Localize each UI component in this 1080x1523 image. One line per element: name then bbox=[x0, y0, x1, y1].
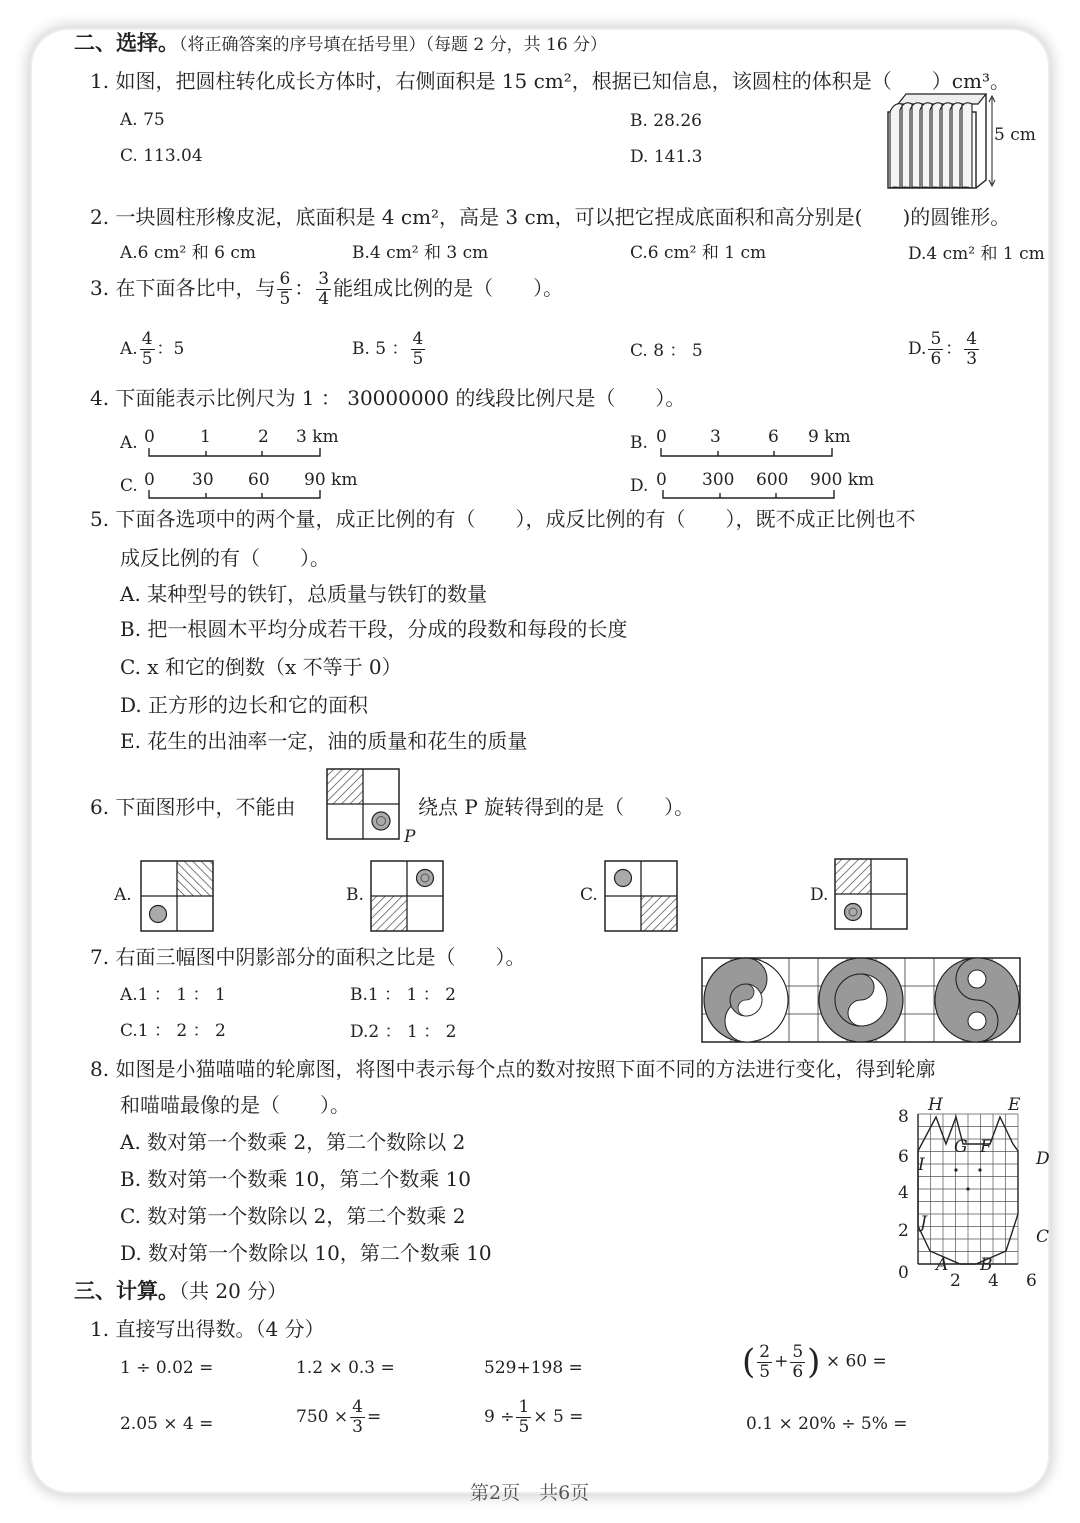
q2-option-c: C.6 cm² 和 1 cm bbox=[630, 243, 767, 263]
q4-scale-d-t0: 0 bbox=[656, 470, 667, 490]
q5-stem-line1: 5. 下面各选项中的两个量，成正比例的有（ ），成反比例的有（ ），既不成正比例也不 bbox=[90, 507, 916, 531]
q3-option-b-label: B. 5 ： bbox=[352, 339, 409, 359]
q6-option-d-figure[interactable] bbox=[834, 858, 908, 930]
q3-option-d-frac1 bbox=[928, 330, 943, 369]
section-2-title: 二、选择。 bbox=[74, 30, 179, 55]
q4-scale-b-t2: 6 bbox=[768, 427, 779, 447]
q6-stem-prefix: 6. 下面图形中，不能由 bbox=[90, 795, 296, 819]
q5-option-e: E. 花生的出油率一定，油的质量和花生的质量 bbox=[120, 729, 528, 753]
calc-expr-7-frac bbox=[516, 1398, 531, 1437]
calc-expr-6-den: 3 bbox=[352, 1417, 363, 1437]
q4-scale-c-t2: 60 bbox=[248, 470, 270, 490]
q8-point-g: G bbox=[954, 1137, 968, 1157]
q4-option-c-label: C. bbox=[120, 476, 138, 496]
q3-option-a-num: 4 bbox=[141, 329, 153, 349]
q3-stem-prefix: 3. 在下面各比中，与 bbox=[90, 276, 276, 300]
q1-figure-label: 5 cm bbox=[994, 125, 1036, 145]
q4-scale-b-t3: 9 km bbox=[808, 427, 851, 447]
q6-option-b-label: B. bbox=[346, 885, 364, 905]
calc-expr-3: 529+198 = bbox=[484, 1358, 583, 1378]
q7-option-a: A.1 ： 1 ： 1 bbox=[120, 985, 226, 1005]
calc-expr-7-pre: 9 ÷ bbox=[484, 1407, 515, 1427]
calc-expr-8: 0.1 × 20% ÷ 5% = bbox=[746, 1414, 908, 1434]
q3-option-d bbox=[908, 330, 981, 369]
q4-scale-c-bar bbox=[148, 490, 338, 500]
q8-point-c: C bbox=[1036, 1227, 1050, 1247]
q7-figure bbox=[702, 958, 1022, 1044]
q5-option-c: C. x 和它的倒数（x 不等于 0） bbox=[120, 655, 402, 679]
q4-scale-a-t2: 2 bbox=[258, 427, 269, 447]
q8-grid-x-2: 2 bbox=[950, 1271, 961, 1291]
q7-stem: 7. 右面三幅图中阴影部分的面积之比是（ ）。 bbox=[90, 945, 526, 969]
q4-scale-c-t1: 30 bbox=[192, 470, 214, 490]
q3-fraction-b-den: 4 bbox=[318, 289, 330, 309]
q4-scale-c-t3: 90 km bbox=[304, 470, 358, 490]
q3-option-d-n1: 5 bbox=[930, 329, 942, 349]
calc-expr-4-n2: 5 bbox=[792, 1341, 804, 1362]
q3-stem-suffix: 能组成比例的是（ ）。 bbox=[333, 276, 564, 300]
q8-point-d: D bbox=[1036, 1149, 1050, 1169]
q8-grid-y-4: 4 bbox=[898, 1183, 909, 1203]
q8-option-b: B. 数对第一个数乘 10，第二个数乘 10 bbox=[120, 1167, 472, 1191]
q4-option-d-label: D. bbox=[630, 476, 649, 496]
q8-stem-line1: 8. 如图是小猫喵喵的轮廓图，将图中表示每个点的数对按照下面不同的方法进行变化，得到轮廓 bbox=[90, 1057, 936, 1081]
q8-grid-y-2: 2 bbox=[898, 1221, 909, 1241]
calc-expr-7-num: 1 bbox=[518, 1397, 530, 1417]
q8-point-j: J bbox=[920, 1213, 927, 1233]
q3-fraction-b bbox=[316, 270, 331, 309]
q6-option-b-figure[interactable] bbox=[370, 860, 444, 932]
q4-scale-b-t1: 3 bbox=[710, 427, 721, 447]
calc-expr-4-d1: 5 bbox=[759, 1361, 771, 1382]
q2-stem: 2. 一块圆柱形橡皮泥，底面积是 4 cm²，高是 3 cm，可以把它捏成底面积和高分别是( )的圆锥形。 bbox=[90, 205, 1011, 229]
calc-expr-7 bbox=[484, 1398, 583, 1437]
q3-option-d-d1: 6 bbox=[930, 349, 942, 369]
q3-option-d-d2: 3 bbox=[966, 349, 978, 369]
q4-scale-d-t2: 600 bbox=[756, 470, 789, 490]
q6-option-c-label: C. bbox=[580, 885, 598, 905]
calc-expr-4 bbox=[742, 1342, 887, 1382]
calc-expr-4-frac2 bbox=[790, 1343, 805, 1382]
q3-option-b-frac bbox=[411, 330, 426, 369]
q8-grid-x-4: 4 bbox=[988, 1271, 999, 1291]
q3-option-b bbox=[352, 330, 427, 369]
q4-scale-d-t3: 900 km bbox=[810, 470, 875, 490]
q4-option-a-label: A. bbox=[120, 433, 138, 453]
q4-scale-d-t1: 300 bbox=[702, 470, 735, 490]
q6-stem-suffix: 绕点 P 旋转得到的是（ ）。 bbox=[418, 795, 695, 819]
q3-fraction-a-den: 5 bbox=[279, 289, 291, 309]
q6-point-label: P bbox=[404, 827, 416, 847]
q7-option-c: C.1 ： 2 ： 2 bbox=[120, 1021, 226, 1041]
calc-expr-4-n1: 2 bbox=[759, 1341, 771, 1362]
q3-option-a-rest: ：5 bbox=[156, 339, 185, 359]
q3-fraction-b-num: 3 bbox=[318, 269, 330, 289]
q5-option-b: B. 把一根圆木平均分成若干段，分成的段数和每段的长度 bbox=[120, 617, 628, 641]
calc-expr-4-lparen: ( bbox=[742, 1342, 756, 1382]
q4-scale-a-bar bbox=[148, 448, 328, 458]
q4-scale-d-bar bbox=[662, 490, 852, 500]
calc-expr-7-den: 5 bbox=[518, 1417, 530, 1437]
q1-stem: 1. 如图，把圆柱转化成长方体时，右侧面积是 15 cm²，根据已知信息，该圆柱的体积是（ ）cm³。 bbox=[90, 69, 1010, 93]
exam-page bbox=[32, 30, 1048, 1492]
q3-fraction-a-num: 6 bbox=[279, 269, 291, 289]
q3-ratio-sep: ： bbox=[294, 276, 315, 300]
section-3-header bbox=[74, 1278, 287, 1304]
page-footer: 第2页 共6页 bbox=[470, 1482, 590, 1504]
calc-expr-4-rparen: ) bbox=[807, 1342, 821, 1382]
q8-point-h: H bbox=[928, 1095, 943, 1115]
q3-option-d-n2: 4 bbox=[966, 329, 978, 349]
q8-option-c: C. 数对第一个数除以 2，第二个数乘 2 bbox=[120, 1204, 466, 1228]
calc-expr-4-d2: 6 bbox=[792, 1361, 804, 1382]
section-2-header bbox=[74, 30, 607, 58]
calc-expr-4-plus: + bbox=[774, 1351, 789, 1372]
calc-expr-4-frac1 bbox=[757, 1343, 772, 1382]
q3-stem bbox=[90, 270, 563, 309]
q1-option-d: D. 141.3 bbox=[630, 147, 703, 167]
q4-stem: 4. 下面能表示比例尺为 1 ： 30000000 的线段比例尺是（ ）。 bbox=[90, 386, 686, 410]
q8-point-i: I bbox=[918, 1155, 925, 1175]
q2-option-a: A.6 cm² 和 6 cm bbox=[120, 243, 257, 263]
section-3-title: 三、计算。 bbox=[74, 1278, 179, 1303]
q4-scale-b-bar bbox=[660, 448, 840, 458]
q8-point-a: A bbox=[936, 1255, 949, 1275]
q3-option-a bbox=[120, 330, 184, 369]
calc-expr-6-post: = bbox=[366, 1407, 382, 1427]
q8-option-d: D. 数对第一个数除以 10，第二个数乘 10 bbox=[120, 1241, 492, 1265]
q8-point-b: B bbox=[980, 1255, 993, 1275]
q6-option-a-label: A. bbox=[114, 885, 132, 905]
q4-scale-a-t3: 3 km bbox=[296, 427, 339, 447]
section-3-note: （共 20 分） bbox=[179, 1279, 288, 1303]
q4-scale-a-t1: 1 bbox=[200, 427, 211, 447]
q1-option-c: C. 113.04 bbox=[120, 146, 203, 166]
q3-option-d-label: D. bbox=[908, 339, 927, 359]
q7-option-b: B.1 ： 1 ： 2 bbox=[350, 985, 456, 1005]
section-2-note: （将正确答案的序号填在括号里）（每题 2 分，共 16 分） bbox=[179, 35, 608, 55]
q6-source-figure bbox=[326, 768, 402, 840]
calc-expr-5: 2.05 × 4 = bbox=[120, 1414, 214, 1434]
q4-scale-b-t0: 0 bbox=[656, 427, 667, 447]
q3-option-b-den: 5 bbox=[412, 349, 424, 369]
q3-fraction-a bbox=[277, 270, 292, 309]
calc-expr-6 bbox=[296, 1398, 381, 1437]
q2-option-b: B.4 cm² 和 3 cm bbox=[352, 243, 489, 263]
q3-option-c: C. 8 ： 5 bbox=[630, 341, 703, 361]
q8-grid-y-8: 8 bbox=[898, 1107, 909, 1127]
q8-point-f: F bbox=[980, 1137, 992, 1157]
q7-option-d: D.2 ： 1 ： 2 bbox=[350, 1022, 457, 1042]
q1-option-a: A. 75 bbox=[120, 110, 165, 130]
q1-cylinder-figure bbox=[882, 92, 1002, 192]
q8-option-a: A. 数对第一个数乘 2，第二个数除以 2 bbox=[120, 1130, 466, 1154]
calc-expr-2: 1.2 × 0.3 = bbox=[296, 1358, 395, 1378]
q3-option-a-frac bbox=[140, 330, 155, 369]
calc-expr-6-pre: 750 × bbox=[296, 1407, 349, 1427]
q8-grid-x-6: 6 bbox=[1026, 1271, 1037, 1291]
q8-grid-y-6: 6 bbox=[898, 1147, 909, 1167]
calc-expr-6-num: 4 bbox=[352, 1397, 363, 1417]
q3-option-b-num: 4 bbox=[412, 329, 424, 349]
q3-option-d-frac2 bbox=[964, 330, 979, 369]
q3-option-a-label: A. bbox=[120, 339, 138, 359]
q6-option-d-label: D. bbox=[810, 885, 829, 905]
q3-option-d-sep: ： bbox=[945, 339, 963, 359]
q8-grid-y-0: 0 bbox=[898, 1263, 909, 1283]
q1-option-b: B. 28.26 bbox=[630, 111, 702, 131]
q4-scale-c-t0: 0 bbox=[144, 470, 155, 490]
q8-grid bbox=[918, 1114, 1038, 1274]
q5-option-d: D. 正方形的边长和它的面积 bbox=[120, 693, 369, 717]
q5-stem-line2: 成反比例的有（ ）。 bbox=[120, 546, 330, 570]
q8-point-e: E bbox=[1008, 1095, 1021, 1115]
calc-q1-stem: 1. 直接写出得数。（4 分） bbox=[90, 1317, 325, 1341]
q6-option-a-figure[interactable] bbox=[140, 860, 214, 932]
q8-stem-line2: 和喵喵最像的是（ ）。 bbox=[120, 1093, 350, 1117]
q4-scale-a-t0: 0 bbox=[144, 427, 155, 447]
calc-expr-7-post: × 5 = bbox=[533, 1407, 584, 1427]
calc-expr-6-frac bbox=[350, 1398, 365, 1437]
q5-option-a: A. 某种型号的铁钉，总质量与铁钉的数量 bbox=[120, 582, 488, 606]
q3-option-a-den: 5 bbox=[141, 349, 153, 369]
q2-option-d: D.4 cm² 和 1 cm bbox=[908, 244, 1045, 264]
calc-expr-1: 1 ÷ 0.02 = bbox=[120, 1358, 214, 1378]
q6-option-c-figure[interactable] bbox=[604, 860, 678, 932]
calc-expr-4-rest: × 60 = bbox=[825, 1351, 887, 1372]
q4-option-b-label: B. bbox=[630, 433, 648, 453]
